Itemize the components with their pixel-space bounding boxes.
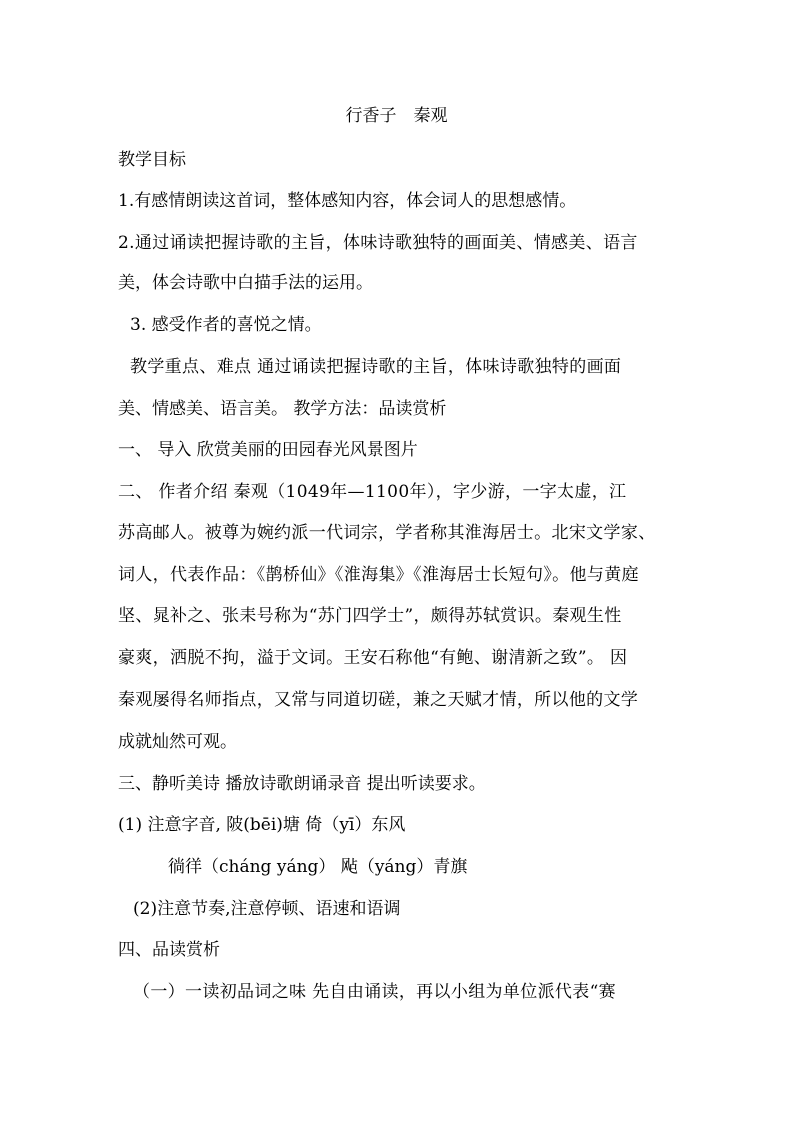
first-reading-line: （一）一读初品词之味 先自由诵读，再以小组为单位派代表“赛	[133, 982, 616, 1002]
goal-item-3: 3. 感受作者的喜悦之情。	[130, 315, 322, 335]
author-intro-line-3: 词人，代表作品：《鹊桥仙》《淮海集》《淮海居士长短句》。他与黄庭	[118, 565, 639, 585]
author-intro-line-4: 坚、晁补之、张耒号称为“苏门四学士”，颇得苏轼赏识。秦观生性	[118, 606, 622, 626]
section-appreciation: 四、品读赏析	[118, 940, 220, 960]
author-intro-line-7: 成就灿然可观。	[118, 732, 237, 752]
author-intro-line-5: 豪爽，洒脱不拘，溢于文词。王安石称他“有鲍、谢清新之致”。 因	[118, 648, 628, 668]
rhythm-note: (2)注意节奏,注意停顿、语速和语调	[133, 899, 401, 919]
goal-item-2-line-1: 2.通过诵读把握诗歌的主旨，体味诗歌独特的画面美、情感美、语言	[118, 233, 638, 253]
author-intro-line-6: 秦观屡得名师指点，又常与同道切磋，兼之天赋才情，所以他的文学	[118, 690, 639, 710]
author-intro-line-2: 苏高邮人。被尊为婉约派一代词宗，学者称其淮海居士。北宋文学家、	[118, 523, 656, 543]
pronunciation-line-2: 徜徉（cháng yáng） 飐（yáng）青旗	[168, 857, 468, 877]
author-intro-line-1: 二、 作者介绍 秦观（1049年—1100年），字少游，一字太虚，江	[118, 482, 627, 502]
teaching-focus-line-1: 教学重点、难点 通过诵读把握诗歌的主旨，体味诗歌独特的画面	[130, 357, 622, 377]
section-listen: 三、静听美诗 播放诗歌朗诵录音 提出听读要求。	[118, 774, 486, 794]
goal-item-1: 1.有感情朗读这首词，整体感知内容，体会词人的思想感情。	[118, 191, 577, 211]
teaching-focus-line-2: 美、情感美、语言美。 教学方法：品读赏析	[118, 399, 447, 419]
section-intro: 一、 导入 欣赏美丽的田园春光风景图片	[118, 440, 418, 460]
document-title: 行香子 秦观	[345, 106, 448, 126]
pronunciation-line-1: (1) 注意字音, 陂(bēi)塘 倚（yī）东风	[118, 815, 406, 835]
goal-item-2-line-2: 美，体会诗歌中白描手法的运用。	[118, 273, 373, 293]
section-heading-teaching-goals: 教学目标	[118, 150, 186, 170]
